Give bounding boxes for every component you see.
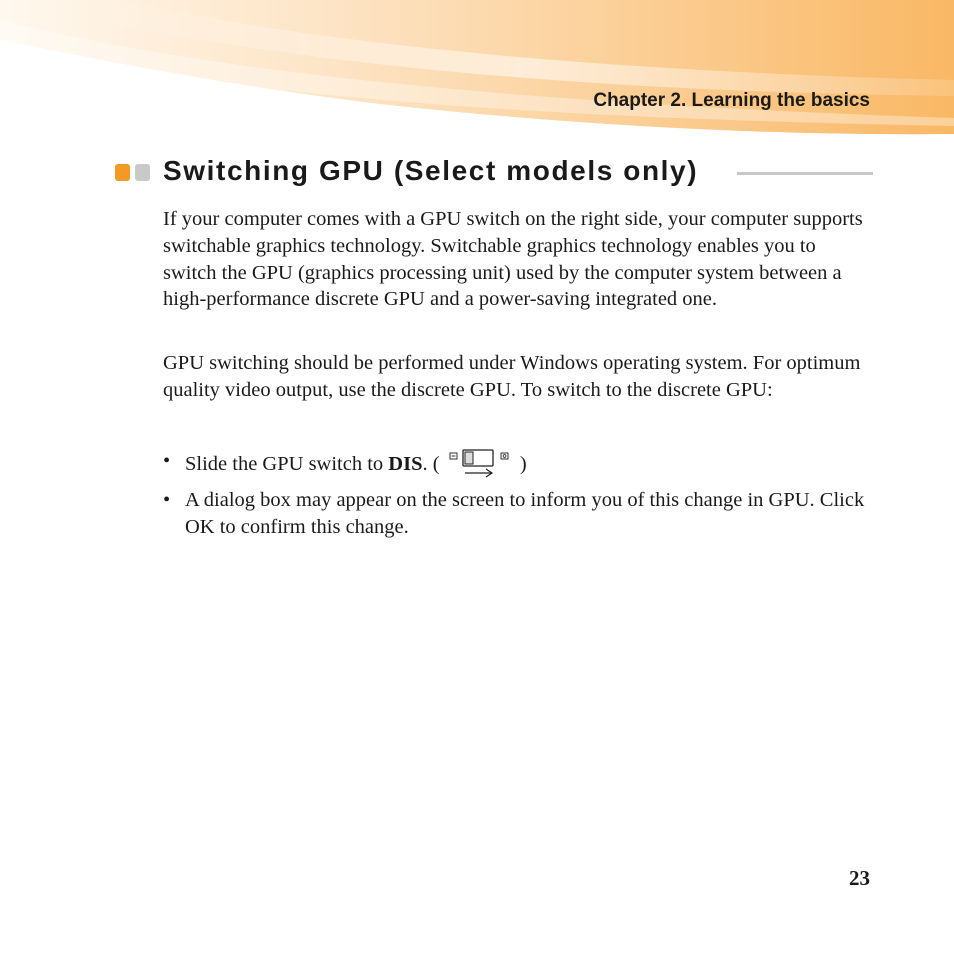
list-item xyxy=(163,448,873,478)
section-rule xyxy=(737,172,873,175)
bullet-text: Slide the GPU switch to xyxy=(185,453,389,475)
bullet-text: A dialog box may appear on the screen to inform you of this change in GPU. Click OK to confirm this change. xyxy=(185,489,865,538)
grey-square-icon xyxy=(135,164,150,181)
bullet-text-close: ) xyxy=(514,453,527,475)
orange-square-icon xyxy=(115,164,130,181)
bullet-text-suffix: . ( xyxy=(422,453,440,475)
bullet-marker: • xyxy=(163,489,171,511)
header-banner xyxy=(0,0,954,140)
paragraph-intro: If your computer comes with a GPU switch on the right side, your computer supports switchable graphics technology. Switchable graphics technology enables you to switch the GPU (graphics processing unit) used by the computer system between a high-performance discrete GPU and a power-saving integrated one. xyxy=(163,208,863,311)
bullet-bold-text: DIS xyxy=(388,453,423,475)
page-number: 23 xyxy=(849,866,870,890)
bullet-list xyxy=(163,448,873,541)
bullet-marker: • xyxy=(163,450,171,472)
section-title: Switching GPU (Select models only) xyxy=(163,155,699,186)
paragraph-instructions: GPU switching should be performed under Windows operating system. For optimum quality video output, use the discrete GPU. To switch to the discrete GPU: xyxy=(163,352,861,401)
list-item xyxy=(163,487,873,541)
chapter-header: Chapter 2. Learning the basics xyxy=(593,90,870,111)
gpu-switch-icon xyxy=(449,448,511,478)
